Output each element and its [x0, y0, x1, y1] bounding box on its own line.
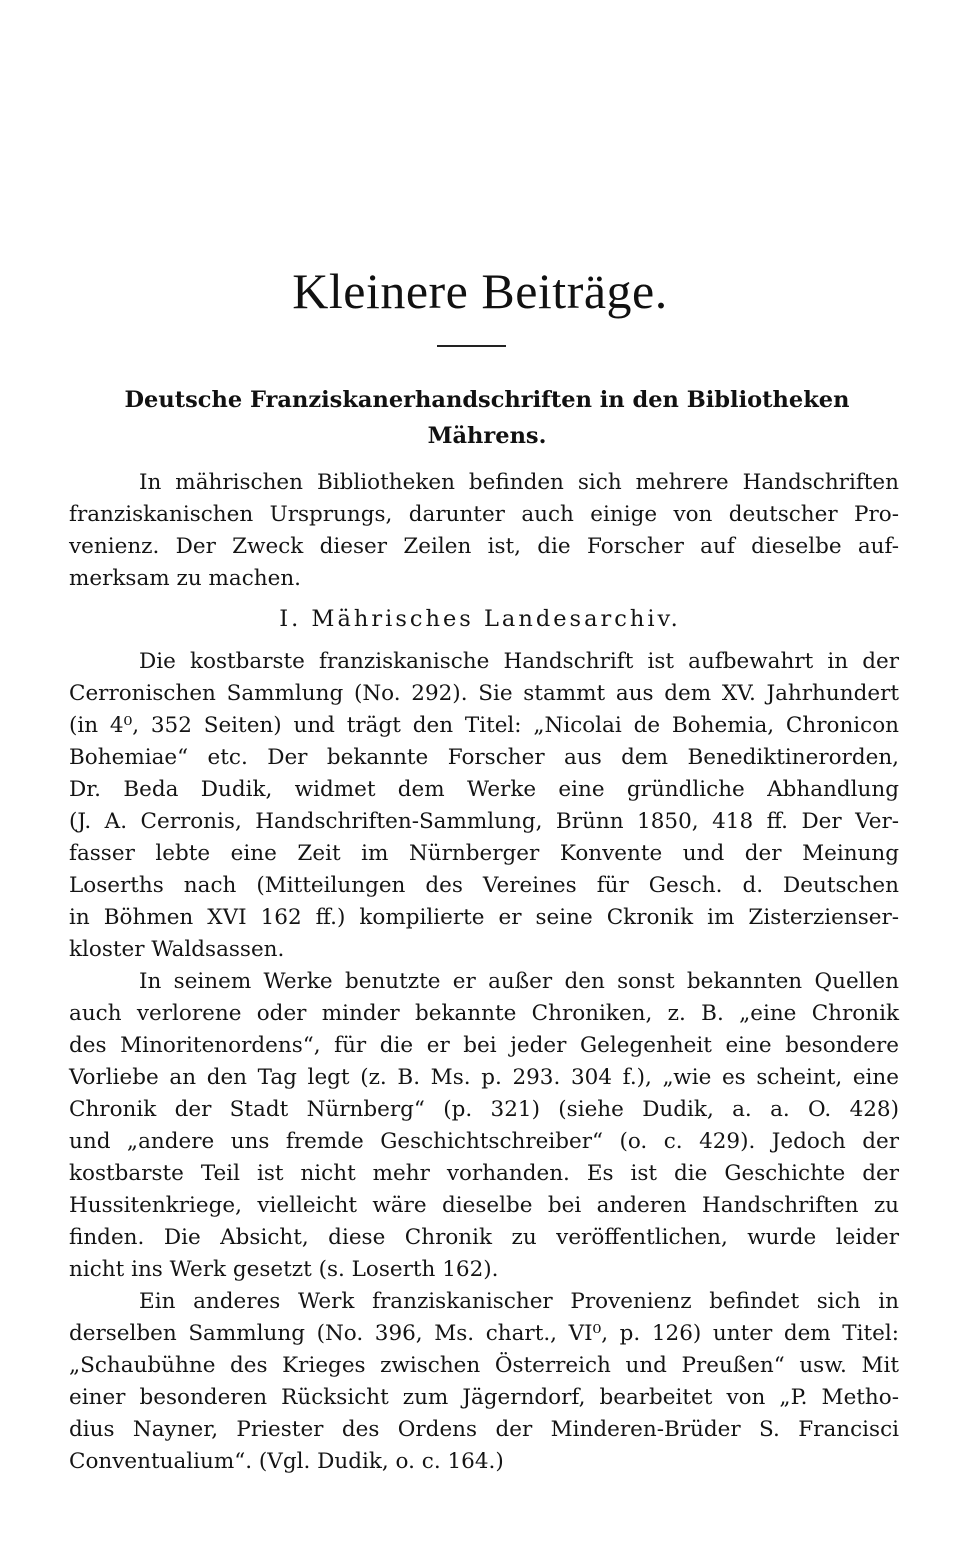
body-line: nicht ins Werk gesetzt (s. Loserth 162).	[69, 1257, 499, 1282]
body-line: des Minoritenordens“, für die er bei jeder Gelegenheit eine besondere	[69, 1033, 899, 1058]
page-title: Kleinere Beiträge.	[292, 263, 668, 319]
intro-line: merksam zu machen.	[69, 566, 301, 591]
body-line: Dr. Beda Dudik, widmet dem Werke eine gründliche Abhandlung	[69, 777, 899, 802]
body-line: auch verlorene oder minder bekannte Chroniken, z. B. „eine Chronik	[69, 1001, 899, 1026]
body-line: und „andere uns fremde Geschichtschreiber“ (o. c. 429). Jedoch der	[69, 1129, 899, 1154]
body-line: Conventualium“. (Vgl. Dudik, o. c. 164.)	[69, 1449, 504, 1474]
body-line: fasser lebte eine Zeit im Nürnberger Konvente und der Meinung	[69, 841, 899, 866]
body-line: dius Nayner, Priester des Ordens der Minderen-Brüder S. Francisci	[69, 1417, 899, 1442]
body-line: Hussitenkriege, vielleicht wäre dieselbe bei anderen Handschriften zu	[69, 1193, 899, 1218]
body-line: (in 4⁰, 352 Seiten) und trägt den Titel: „Nicolai de Bohemia, Chronicon	[69, 713, 899, 738]
body-line: Die kostbarste franziskanische Handschrift ist aufbewahrt in der	[139, 649, 899, 674]
body-line: in Böhmen XVI 162 ff.) kompilierte er seine Ckronik im Zisterzienser-	[69, 905, 899, 930]
intro-line: venienz. Der Zweck dieser Zeilen ist, die Forscher auf dieselbe auf-	[69, 534, 899, 559]
title-divider	[437, 345, 506, 347]
intro-line: In mährischen Bibliotheken befinden sich mehrere Handschriften	[139, 470, 899, 495]
article-heading-line-2: Mährens.	[427, 423, 547, 449]
body-line: In seinem Werke benutzte er außer den sonst bekannten Quellen	[139, 969, 899, 994]
body-line: Loserths nach (Mitteilungen des Vereines für Gesch. d. Deutschen	[69, 873, 899, 898]
intro-line: franziskanischen Ursprungs, darunter auch einige von deutscher Pro-	[69, 502, 899, 527]
body-line: einer besonderen Rücksicht zum Jägerndorf, bearbeitet von „P. Metho-	[69, 1385, 899, 1410]
body-line: kostbarste Teil ist nicht mehr vorhanden. Es ist die Geschichte der	[69, 1161, 899, 1186]
body-line: kloster Waldsassen.	[69, 937, 285, 962]
body-line: (J. A. Cerronis, Handschriften-Sammlung, Brünn 1850, 418 ff. Der Ver-	[69, 809, 899, 834]
article-heading-line-1: Deutsche Franziskanerhandschriften in den Bibliotheken	[124, 387, 850, 413]
body-line: Ein anderes Werk franziskanischer Provenienz befindet sich in	[139, 1289, 899, 1314]
body-line: Vorliebe an den Tag legt (z. B. Ms. p. 293. 304 f.), „wie es scheint, eine	[69, 1065, 899, 1090]
body-line: Chronik der Stadt Nürnberg“ (p. 321) (siehe Dudik, a. a. O. 428)	[69, 1097, 899, 1122]
body-line: „Schaubühne des Krieges zwischen Österreich und Preußen“ usw. Mit	[69, 1353, 899, 1378]
body-line: finden. Die Absicht, diese Chronik zu veröffentlichen, wurde leider	[69, 1225, 899, 1250]
section-title: I. Mährisches Landesarchiv.	[279, 606, 681, 632]
body-line: Bohemiae“ etc. Der bekannte Forscher aus dem Benediktinerorden,	[69, 745, 899, 770]
body-line: derselben Sammlung (No. 396, Ms. chart., VI⁰, p. 126) unter dem Titel:	[69, 1321, 899, 1346]
body-line: Cerronischen Sammlung (No. 292). Sie stammt aus dem XV. Jahrhundert	[69, 681, 899, 706]
